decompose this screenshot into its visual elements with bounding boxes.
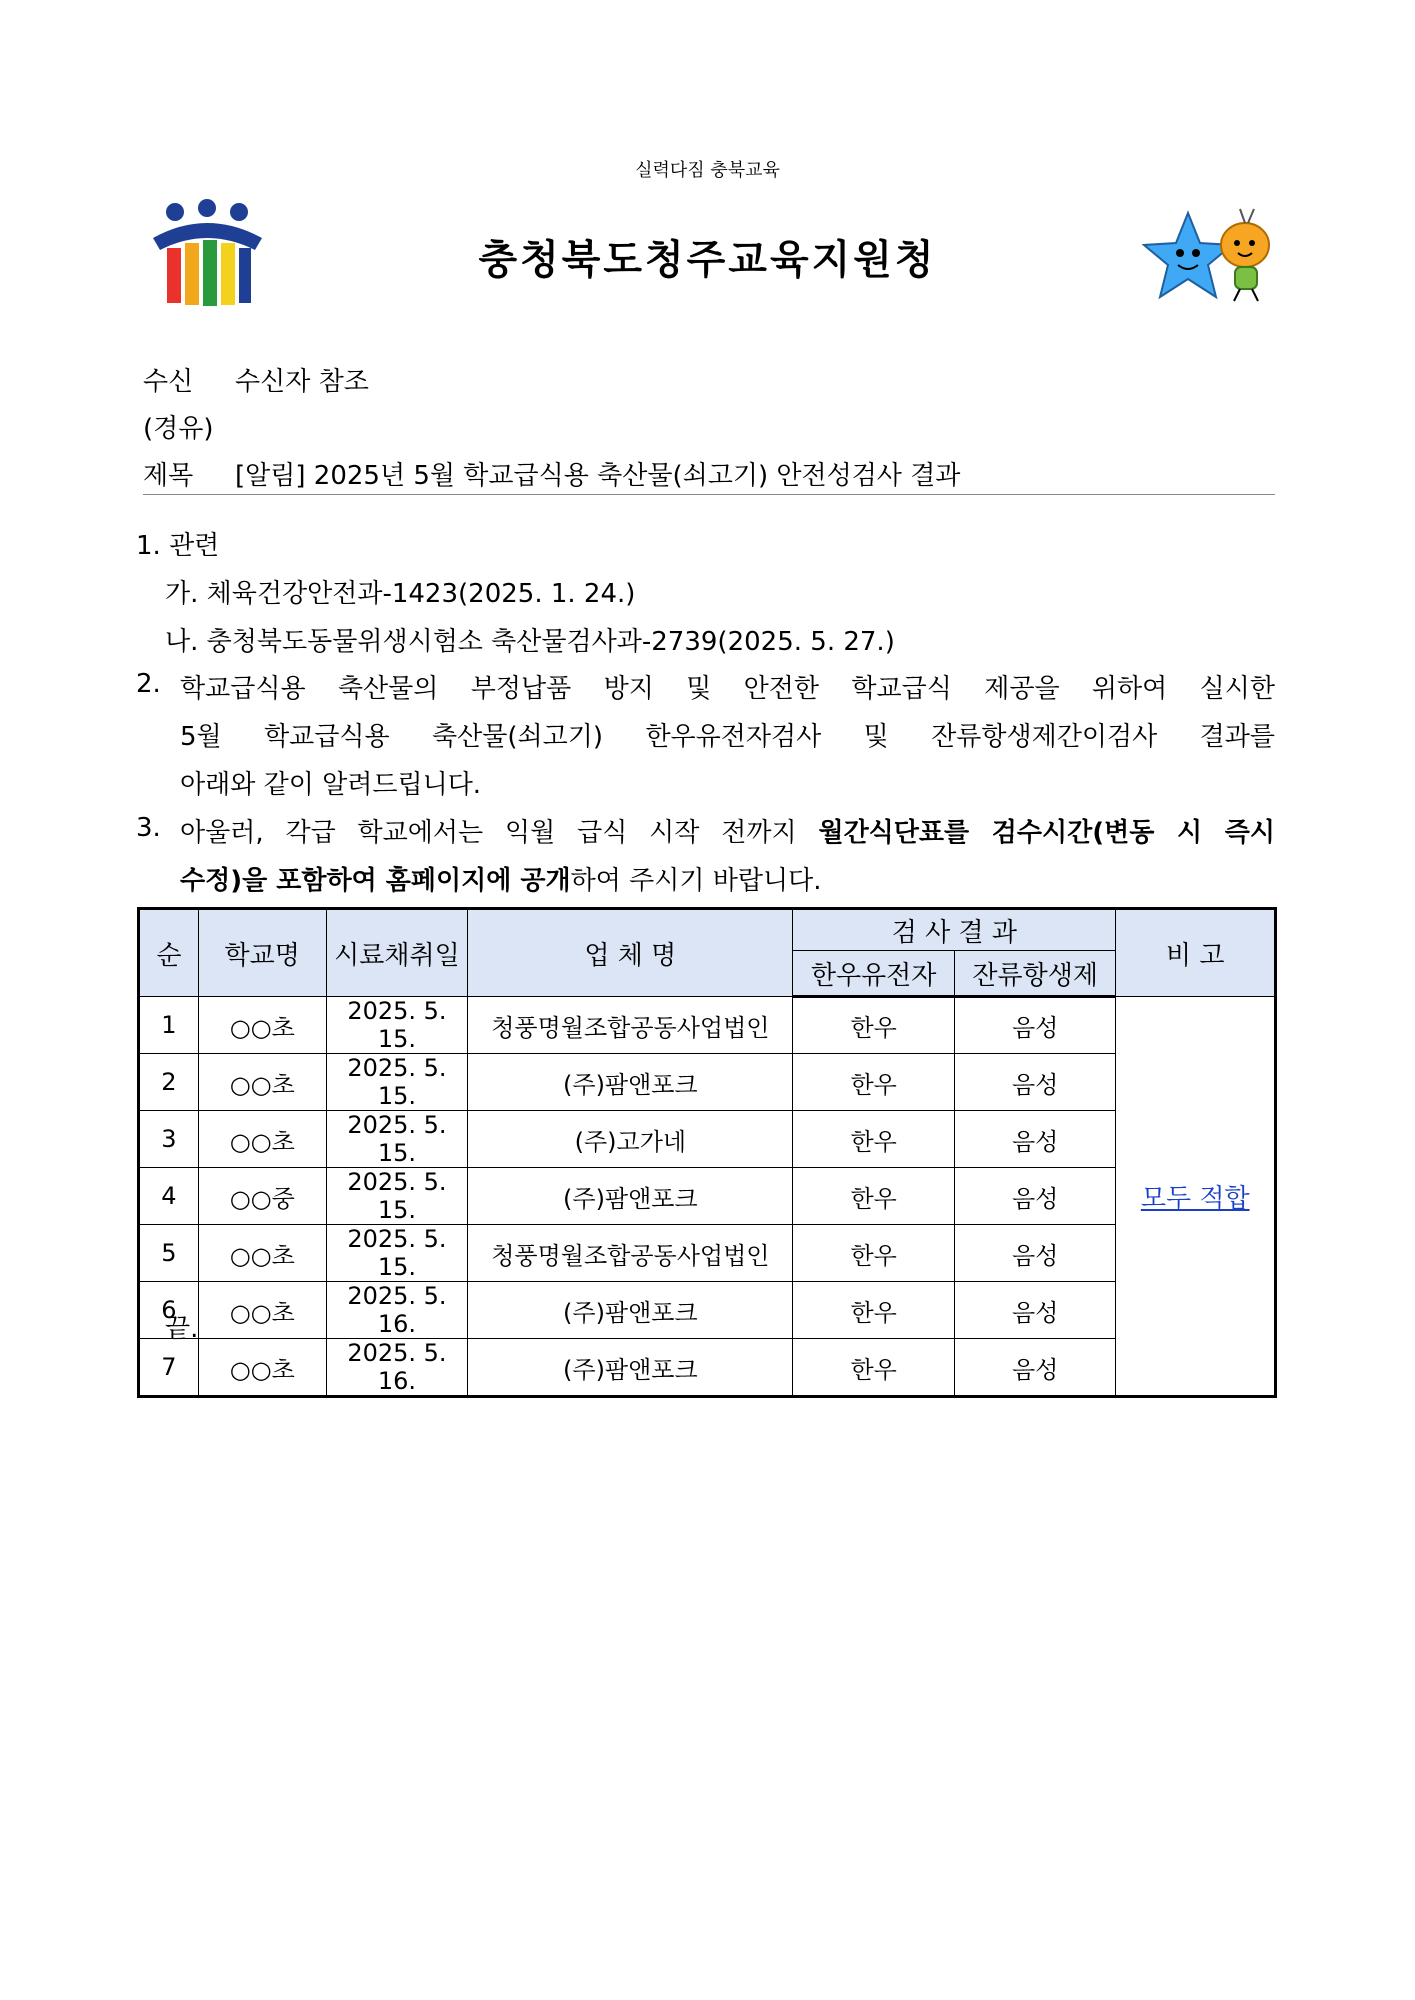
- table-row: [139, 1054, 1276, 1111]
- table-row: [139, 997, 1276, 1054]
- header-school: 학교명: [198, 909, 326, 997]
- cell-antibiotic: 음성: [954, 1282, 1116, 1339]
- header-company: 업 체 명: [468, 909, 793, 997]
- item3-line1-plain: 아울러, 각급 학교에서는 익월 급식 시작 전까지: [180, 818, 797, 848]
- cell-company: 청풍명월조합공동사업법인: [468, 1225, 793, 1282]
- cell-school: ○○초: [198, 1225, 326, 1282]
- table-row: [139, 1339, 1276, 1397]
- cell-company: (주)팜앤포크: [468, 1054, 793, 1111]
- via-row: [143, 408, 214, 445]
- cell-dna: 한우: [793, 1282, 955, 1339]
- item2-line2: 5월 학교급식용 축산물(쇠고기) 한우유전자검사 및 잔류항생제간이검사 결과를: [180, 722, 1275, 752]
- subject-label: 제목: [143, 461, 194, 491]
- cell-dna: 한우: [793, 1168, 955, 1225]
- header-dna: 한우유전자: [793, 951, 955, 997]
- item3-text: [180, 809, 1275, 905]
- cell-company: (주)팜앤포크: [468, 1339, 793, 1397]
- table-row: [139, 1168, 1276, 1225]
- header-divider: [143, 494, 1275, 495]
- cell-date: 2025. 5. 16.: [326, 1339, 468, 1397]
- cell-date: 2025. 5. 15.: [326, 997, 468, 1054]
- cell-school: ○○초: [198, 1111, 326, 1168]
- remark-link[interactable]: 모두 적합: [1140, 1183, 1250, 1214]
- cell-no: 6: [139, 1282, 199, 1339]
- recipient-row: [143, 361, 369, 398]
- cell-antibiotic: 음성: [954, 997, 1116, 1054]
- cell-school: ○○초: [198, 1282, 326, 1339]
- cell-antibiotic: 음성: [954, 1111, 1116, 1168]
- table-row: [139, 1225, 1276, 1282]
- cell-antibiotic: 음성: [954, 1225, 1116, 1282]
- cell-dna: 한우: [793, 1339, 955, 1397]
- cell-dna: 한우: [793, 997, 955, 1054]
- mascot-characters: [1140, 205, 1280, 305]
- recipient-label: 수신: [143, 367, 194, 397]
- cell-date: 2025. 5. 15.: [326, 1168, 468, 1225]
- cell-no: 3: [139, 1111, 199, 1168]
- header-result-group: 검 사 결 과: [793, 909, 1116, 951]
- item3-line2: [180, 857, 1275, 905]
- cell-date: 2025. 5. 16.: [326, 1282, 468, 1339]
- cell-dna: 한우: [793, 1111, 955, 1168]
- cell-date: 2025. 5. 15.: [326, 1225, 468, 1282]
- item3-line2-plain: 하여 주시기 바랍니다.: [570, 866, 822, 896]
- cell-company: (주)팜앤포크: [468, 1168, 793, 1225]
- item1-ref-b: 나. 충청북도동물위생시험소 축산물검사과-2739(2025. 5. 27.): [165, 627, 895, 657]
- item1-ref-a: 가. 체육건강안전과-1423(2025. 1. 24.): [165, 579, 636, 609]
- item1-title: 1. 관련: [136, 531, 220, 561]
- cell-school: ○○중: [198, 1168, 326, 1225]
- slogan: 실력다짐 충북교육: [635, 160, 780, 181]
- cell-dna: 한우: [793, 1225, 955, 1282]
- cell-school: ○○초: [198, 1054, 326, 1111]
- cell-date: 2025. 5. 15.: [326, 1054, 468, 1111]
- cell-company: (주)고가네: [468, 1111, 793, 1168]
- item2-text: [180, 665, 1275, 809]
- cell-school: ○○초: [198, 1339, 326, 1397]
- header-date: 시료채취일: [326, 909, 468, 997]
- recipient-value: 수신자 참조: [235, 367, 369, 397]
- cell-no: 4: [139, 1168, 199, 1225]
- subject-value: [알림] 2025년 5월 학교급식용 축산물(쇠고기) 안전성검사 결과: [235, 461, 961, 491]
- cell-company: (주)팜앤포크: [468, 1282, 793, 1339]
- cell-no: 5: [139, 1225, 199, 1282]
- item2-number: 2.: [136, 669, 161, 699]
- cell-remark: [1116, 997, 1276, 1397]
- table-row: [139, 1111, 1276, 1168]
- cell-antibiotic: 음성: [954, 1054, 1116, 1111]
- cell-date: 2025. 5. 15.: [326, 1111, 468, 1168]
- cell-no: 2: [139, 1054, 199, 1111]
- header-remark: 비 고: [1116, 909, 1276, 997]
- item2-line3: 아래와 같이 알려드립니다.: [180, 770, 482, 800]
- item3-line2-bold: 수정)을 포함하여 홈페이지에 공개: [180, 866, 571, 896]
- organization-title: 충청북도청주교육지원청: [478, 237, 937, 283]
- cell-company: 청풍명월조합공동사업법인: [468, 997, 793, 1054]
- table-row: [139, 1282, 1276, 1339]
- cell-no: 1: [139, 997, 199, 1054]
- header-antibiotic: 잔류항생제: [954, 951, 1116, 997]
- cell-antibiotic: 음성: [954, 1339, 1116, 1397]
- item2-line1: 학교급식용 축산물의 부정납품 방지 및 안전한 학교급식 제공을 위하여 실시한: [180, 674, 1275, 704]
- cell-no: 7: [139, 1339, 199, 1397]
- cell-antibiotic: 음성: [954, 1168, 1116, 1225]
- via-label: (경유): [143, 414, 214, 444]
- header-no: 순: [139, 909, 199, 997]
- cell-dna: 한우: [793, 1054, 955, 1111]
- cell-school: ○○초: [198, 997, 326, 1054]
- item3-number: 3.: [136, 813, 161, 843]
- item3-line1-bold: 월간식단표를 검수시간(변동 시 즉시: [818, 818, 1275, 848]
- inspection-results-table: [137, 907, 1277, 1398]
- item3-line1: [180, 809, 1275, 857]
- end-mark: 끝.: [165, 1314, 199, 1344]
- subject-row: [143, 455, 960, 492]
